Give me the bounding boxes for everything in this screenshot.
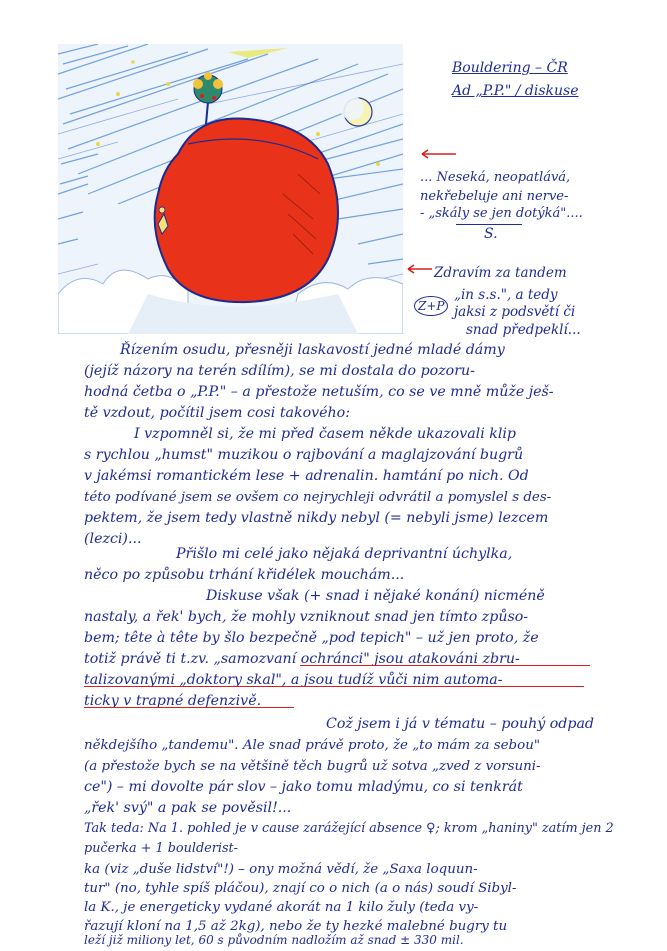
body-line-27: la K., je energeticky vydané akorát na 1 kilo žuly (teda vy- xyxy=(84,900,479,915)
body-line-7: v jakémsi romantickém lese + adrenalin. hamtání po nich. Od xyxy=(84,468,529,484)
body-line-19: Což jsem i já v tématu – pouhý odpad xyxy=(326,716,594,732)
page-subtitle: Ad „P.P." / diskuse xyxy=(452,83,579,99)
body-line-10: (lezci)... xyxy=(84,531,142,547)
greeting-line-1: Zdravím za tandem xyxy=(434,265,567,281)
body-line-25: ka (viz „duše lidství"!) – ony možná vědí, že „Saxa loquun- xyxy=(84,862,478,877)
red-boulder xyxy=(155,118,338,302)
page-title: Bouldering – ČR xyxy=(452,60,568,76)
body-line-21: (a přestože bych se na většině těch bugrů už sotva „zved z vorsuni- xyxy=(84,759,541,774)
note-line-2: nekřebeluje ani nerve- xyxy=(420,189,569,204)
body-line-29: leží již miliony let, 60 s původním nadložím až snad ± 330 mil. xyxy=(84,933,464,947)
body-line-5: I vzpomněl si, že mi před časem někde ukazovali klip xyxy=(134,426,517,442)
body-line-1: Řízením osudu, přesněji laskavostí jedné mladé dámy xyxy=(120,342,505,358)
arrow-left-icon-2 xyxy=(404,263,434,275)
body-line-15: bem; tête à tête by šlo bezpečně „pod tepich" – už jen proto, že xyxy=(84,630,539,646)
note-signature: S. xyxy=(484,226,498,242)
body-line-23: „řek' svý" a pak se pověsil!... xyxy=(84,800,292,816)
body-line-3: hodná četba o „P.P." – a přestože netuším, co se ve mně může ješ- xyxy=(84,384,554,400)
body-line-8: této podívané jsem se ovšem co nejrychleji odvrátil a pomyslel s des- xyxy=(84,490,552,505)
note-line-1: ... Neseká, neopatlává, xyxy=(420,170,571,185)
body-line-17: talizovanými „doktory skal", a jsou tudíž vůči nim automa- xyxy=(84,672,503,688)
body-line-4: tě vzdout, počítil jsem cosi takového: xyxy=(84,405,350,421)
body-line-13: Diskuse však (+ snad i nějaké konání) nicméně xyxy=(206,588,545,604)
body-line-2: (jejíž názory na terén sdílím), se mi dostala do pozoru- xyxy=(84,363,475,379)
greeting-line-2: „in s.s.", a tedy xyxy=(454,287,558,303)
note-line-3: - „skály se jen dotýká".... xyxy=(420,206,583,221)
body-line-11: Přišlo mi celé jako nějaká deprivantní úchylka, xyxy=(176,546,513,562)
greeting-line-4: snad předpeklí... xyxy=(466,322,581,338)
body-line-14: nastaly, a řek' bych, že mohly vzniknout snad jen tímto způso- xyxy=(84,609,529,625)
note-divider xyxy=(456,224,522,225)
body-line-9: pektem, že jsem tedy vlastně nikdy nebyl (= nebyli jsme) lezcem xyxy=(84,510,549,526)
red-underline-1 xyxy=(300,665,590,666)
red-underline-3 xyxy=(84,707,294,708)
body-line-20: někdejšího „tandemu". Ale snad právě proto, že „to mám za sebou" xyxy=(84,738,540,753)
red-underline-2 xyxy=(84,686,584,687)
boulder-illustration xyxy=(58,44,403,334)
body-line-6: s rychlou „humst" muzikou o rajbování a maglajzování bugrů xyxy=(84,447,524,463)
greeting-mark: Z+P xyxy=(414,296,448,316)
body-line-12: něco po způsobu trhání křidélek mouchám... xyxy=(84,567,405,583)
greeting-line-3: jaksi z podsvětí či xyxy=(454,304,576,320)
body-line-28: řazují kloní na 1,5 až 2kg), nebo že ty hezké malebné bugry tu xyxy=(84,919,508,934)
body-line-18: ticky v trapné defenzivě. xyxy=(84,693,262,709)
body-line-16: totiž právě ti t.zv. „samozvaní ochránci" jsou atakováni zbru- xyxy=(84,651,520,667)
body-line-24: Tak teda: Na 1. pohled je v cause zarážející absence ♀; krom „haniny" zatím jen 2 pučerka + 1 boulderist- xyxy=(84,821,614,856)
body-line-22: ce") – mi dovolte pár slov – jako tomu mladýmu, co si tenkrát xyxy=(84,779,523,795)
arrow-left-icon xyxy=(418,148,458,160)
body-line-26: tur" (no, tyhle spíš pláčou), znají co o nich (a o nás) soudí Sibyl- xyxy=(84,881,517,896)
